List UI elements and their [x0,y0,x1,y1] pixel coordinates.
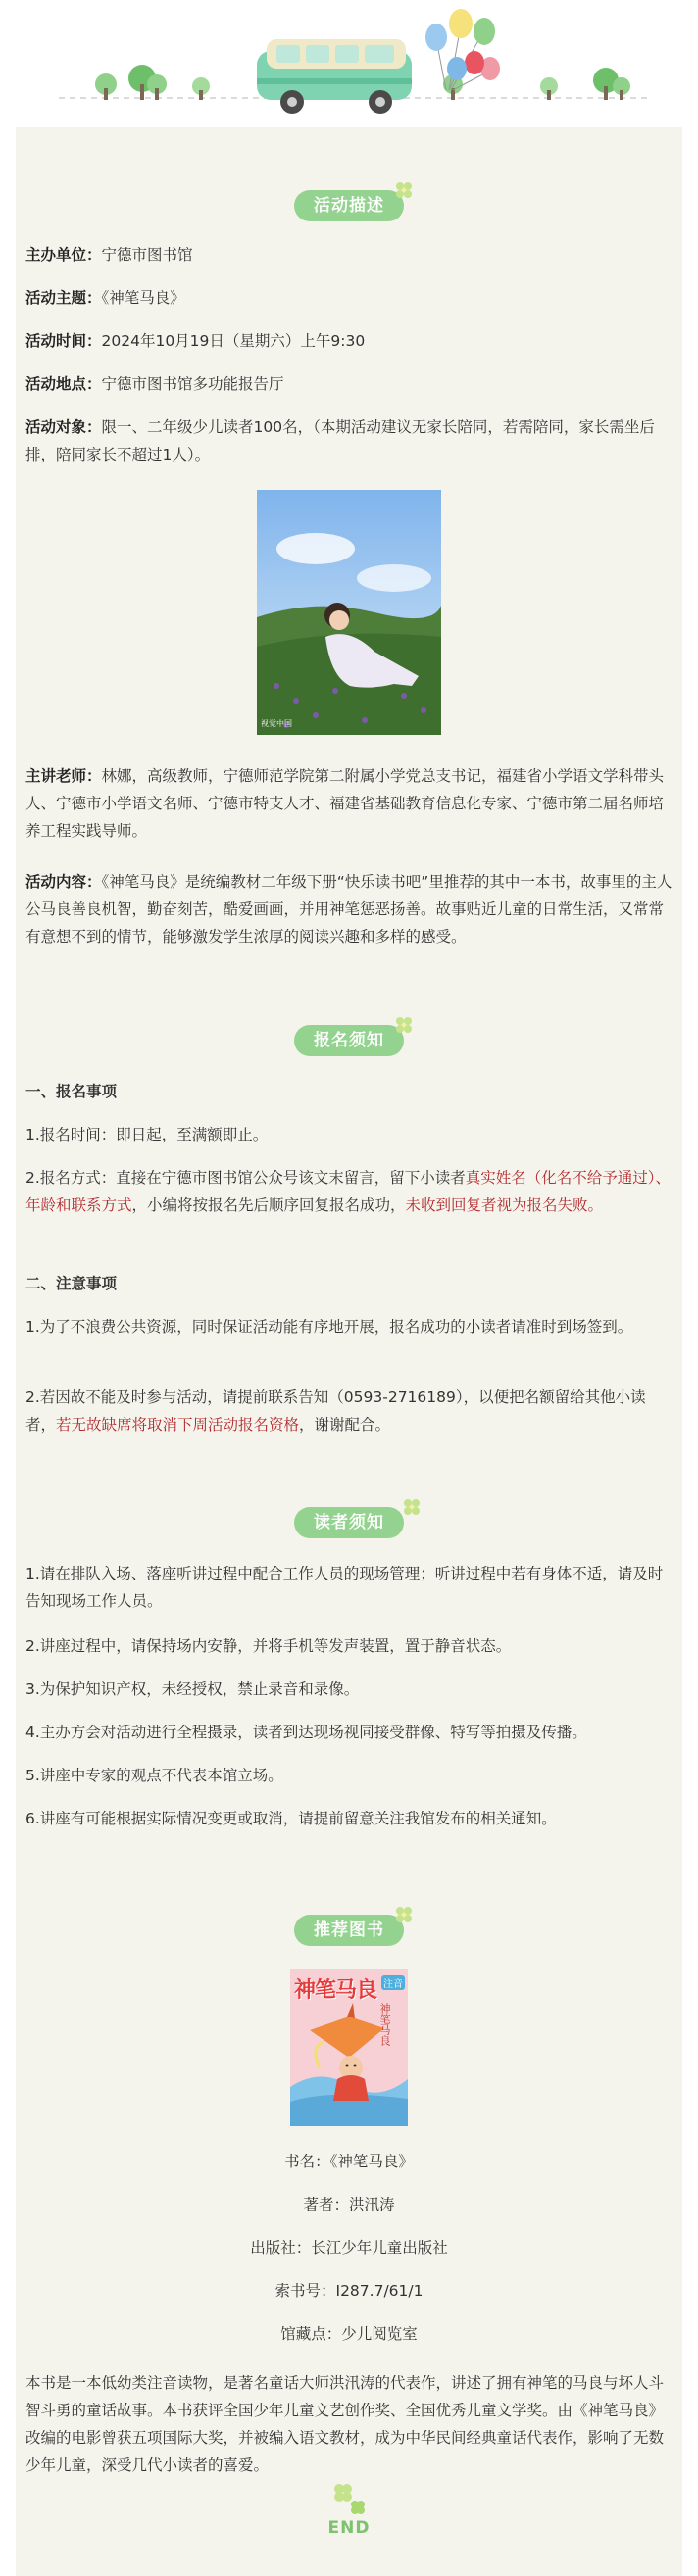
section-title: 报名须知 [294,1025,404,1056]
balloons-icon [425,9,500,90]
section-title: 活动描述 [294,190,404,221]
book-author: 著者：洪汛涛 [303,2196,395,2213]
teacher-row: 主讲老师：林娜，高级教师，宁德师范学院第二附属小学党总支书记，福建省小学语文学科带头人、宁德市小学语文名师、宁德市特支人才、福建省基础教育信息化专家、宁德市第二届名师培养工程实践导师。 [25,767,665,840]
signup-note-2: 2.若因故不能及时参与活动，请提前联系告知（0593-2716189），以便把名额留给其他小读者，若无故缺席将取消下周活动报名资格，谢谢配合。 [25,1388,646,1434]
section-title: 读者须知 [294,1507,404,1538]
book-name: 书名：《神笔马良》 [284,2153,414,2170]
signup-note-1: 1.为了不浪费公共资源，同时保证活动能有序地开展，报名成功的小读者请准时到场签到。 [25,1318,633,1336]
time-row: 活动时间：2024年10月19日（星期六）上午9:30 [25,332,366,350]
book-description: 本书是一本低幼类注音读物，是著名童话大师洪汛涛的代表作，讲述了拥有神笔的马良与坏人斗智斗勇的童话故事。本书获评全国少年儿童文艺创作奖、全国优秀儿童文学奖。由《神笔马良》改编的电影曾获五项国际大奖，并被编入语文教材，成为中华民间经典童话代表作，影响了无数少年儿童，深受几代小读者的喜爱。 [25,2374,665,2474]
content-row: 活动内容：《神笔马良》是统编教材二年级下册“快乐读书吧”里推荐的其中一本书，故事里的主人公马良善良机智，勤奋刻苦，酷爱画画，并用神笔惩恶扬善。故事贴近儿童的日常生活，又常常有意想不到的情节，能够激发学生浓厚的阅读兴趣和多样的感受。 [25,873,673,946]
reader-item-6: 6.讲座有可能根据实际情况变更或取消，请提前留意关注我馆发布的相关通知。 [25,1810,557,1827]
organizer-row: 主办单位：宁德市图书馆 [25,246,193,264]
signup-time: 1.报名时间：即日起，至满额即止。 [25,1126,269,1143]
reader-item-1: 1.请在排队入场、落座听讲过程中配合工作人员的现场管理；听讲过程中若有身体不适，请及时告知现场工作人员。 [25,1565,664,1610]
book-call-number: 索书号：I287.7/61/1 [274,2282,424,2300]
speaker-photo [257,490,441,735]
reader-item-4: 4.主办方会对活动进行全程摄录，读者到达现场视同接受群像、特写等拍摄及传播。 [25,1724,587,1741]
signup-method: 2.报名方式：直接在宁德市图书馆公众号该文末留言，留下小读者真实姓名（化名不给予通过）、年龄和联系方式，小编将按报名先后顺序回复报名成功，未收到回复者视为报名失败。 [25,1169,672,1214]
book-cover-side-title: 神笔马良 [378,2003,391,2046]
van-icon [257,39,412,114]
reader-item-5: 5.讲座中专家的观点不代表本馆立场。 [25,1767,283,1784]
theme-row: 活动主题：《神笔马良》 [25,289,185,307]
tree-icon [95,65,210,100]
place-row: 活动地点：宁德市图书馆多功能报告厅 [25,375,284,393]
book-cover-image [290,1969,408,2126]
section-header-reader [16,1499,682,1546]
clover-icon [402,1497,422,1517]
signup-heading-1: 一、报名事项 [25,1083,118,1100]
header-banner [0,0,698,127]
signup-heading-2: 二、注意事项 [25,1275,118,1292]
clover-icon [325,2479,373,2518]
section-header-activity [16,182,682,229]
section-header-book [16,1907,682,1954]
content-panel [16,127,682,2576]
book-cover-title: 神笔马良 [294,1978,377,2003]
section-header-signup [16,1017,682,1064]
clover-icon [394,180,414,200]
section-title: 推荐图书 [294,1915,404,1946]
end-mark: END [327,2518,371,2538]
reader-item-2: 2.讲座过程中，请保持场内安静，并将手机等发声装置，置于静音状态。 [25,1637,512,1655]
book-location: 馆藏点：少儿阅览室 [280,2325,418,2343]
book-publisher: 出版社：长江少年儿童出版社 [250,2239,448,2257]
car-illustration [0,0,698,127]
clover-icon [394,1015,414,1035]
reader-item-3: 3.为保护知识产权，未经授权，禁止录音和录像。 [25,1680,360,1698]
book-cover-badge: 注音 [381,1975,405,1990]
audience-row: 活动对象：限一、二年级少儿读者100名，（本期活动建议无家长陪同，若需陪同，家长需坐后排，陪同家长不超过1人）。 [25,418,655,463]
photo-watermark: 视觉中国 [261,719,292,728]
clover-icon [394,1905,414,1924]
